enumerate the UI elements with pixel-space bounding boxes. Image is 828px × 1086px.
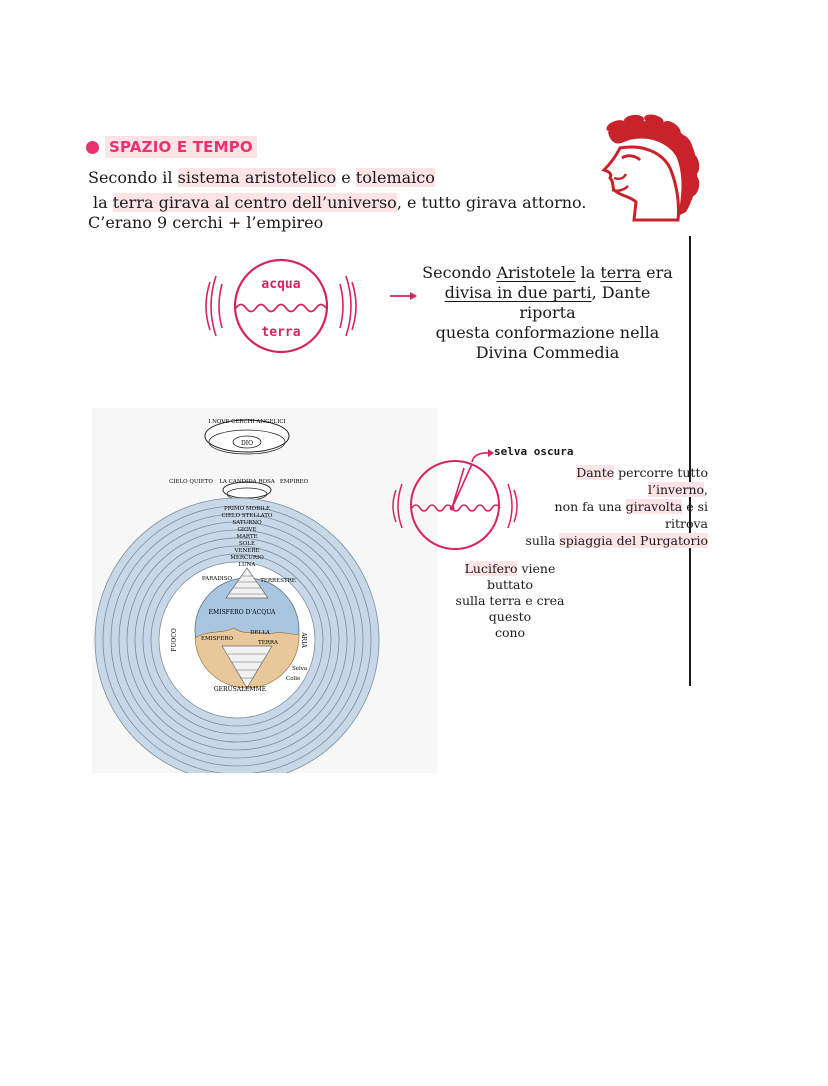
wave-line [236, 305, 326, 312]
journey-wave [412, 505, 500, 511]
sphere-label: SATURNO [232, 520, 262, 526]
note-text: , [704, 482, 708, 497]
note-divisa: divisa in due parti [444, 283, 592, 302]
sphere-label: GIOVE [237, 527, 257, 533]
sphere-label: MARTE [236, 534, 258, 540]
acqua-label: acqua [261, 277, 301, 292]
sphere-label: LUNA [238, 562, 256, 568]
intro-line-1 [88, 168, 435, 187]
note-text: sulla terra e crea questo [455, 593, 565, 624]
selva-label-fig: Selva [292, 666, 308, 672]
sphere-label: MERCURIO [230, 555, 264, 561]
note-text: la [575, 263, 601, 282]
section-title: SPAZIO E TEMPO [105, 136, 257, 158]
cosmos-figure [92, 408, 437, 773]
empireo-label: EMPIREO [279, 479, 309, 485]
gerusalemme-label: GERUSALEMME [213, 686, 267, 693]
intro-line-3: C’erano 9 cerchi + l’empireo [88, 213, 324, 232]
note-text: non fa una [554, 499, 626, 514]
selva-arrow-line [472, 453, 490, 462]
note-text: percorre tutto [614, 465, 708, 480]
note-text: e si ritrova [664, 499, 708, 531]
dante-portrait-icon [590, 112, 702, 224]
dante-note [520, 464, 708, 549]
earth-water-diagram [198, 258, 418, 358]
highlight-inverno: l’inverno [647, 482, 705, 497]
note-text: questa conformazione nella [435, 323, 660, 342]
note-terra: terra [600, 263, 642, 282]
lucifero-note [440, 561, 580, 641]
note-text: viene buttato [486, 561, 556, 592]
section-header [86, 136, 257, 158]
angelic-label: I NOVE CERCHI ANGELICI [208, 419, 286, 425]
note-text: , Dante riporta [519, 283, 651, 322]
highlight-centro-universo: terra girava al centro dell’universo [112, 193, 397, 212]
terra-label-fig: TERRA [258, 640, 278, 646]
note-text: era [641, 263, 673, 282]
fuoco-label: FUOCO [171, 628, 178, 652]
bullet-dot-icon [86, 141, 99, 154]
note-text: Secondo [422, 263, 497, 282]
intro-text: , e tutto girava attorno. [396, 193, 587, 212]
dio-label: DIO [240, 440, 254, 447]
descent-path [452, 464, 472, 508]
intro-text: e [336, 168, 356, 187]
highlight-spiaggia: spiaggia del Purgatorio [559, 533, 708, 548]
highlight-aristotelico: sistema aristotelico [177, 168, 337, 187]
colle-label: Colle [286, 676, 301, 682]
highlight-dante: Dante [576, 465, 615, 480]
terrestre-label: TERRESTRE [260, 578, 296, 584]
intro-line-2 [93, 193, 586, 212]
arrow-head-icon [410, 292, 417, 300]
journey-circle [411, 461, 499, 549]
della-label: DELLA [250, 630, 270, 636]
sphere-label: PRIMO MOBILE [224, 506, 270, 512]
emisfero-acqua-label: EMISFERO D’ACQUA [208, 609, 276, 616]
divider-line [689, 236, 691, 686]
note-text: Divina Commedia [475, 343, 620, 362]
highlight-tolemaico: tolemaico [355, 168, 435, 187]
sphere-label: VENERE [234, 548, 260, 554]
sphere-label: SOLE [239, 541, 255, 547]
aria-label: ARIA [300, 632, 307, 648]
aristotele-note [420, 263, 675, 363]
empyrean-group [169, 419, 308, 500]
emisfero-label: EMISFERO [200, 636, 234, 642]
sphere-label: CIELO STELLATO [221, 513, 273, 519]
note-aristotele: Aristotele [496, 263, 576, 282]
paradiso-label: PARADISO [201, 576, 233, 582]
note-text: cono [494, 625, 526, 640]
selva-oscura-label: selva oscura [494, 445, 574, 458]
cielo-quieto-label: CIELO QUIETO [169, 479, 213, 485]
note-text: sulla [525, 533, 560, 548]
highlight-lucifero: Lucifero [464, 561, 518, 576]
highlight-giravolta: giravolta [625, 499, 683, 514]
intro-text: Secondo il [88, 168, 178, 187]
candida-rosa-label: LA CANDIDA ROSA [219, 479, 275, 485]
terra-label: terra [261, 325, 301, 340]
intro-text: la [93, 193, 113, 212]
center-dot-icon [450, 506, 455, 511]
